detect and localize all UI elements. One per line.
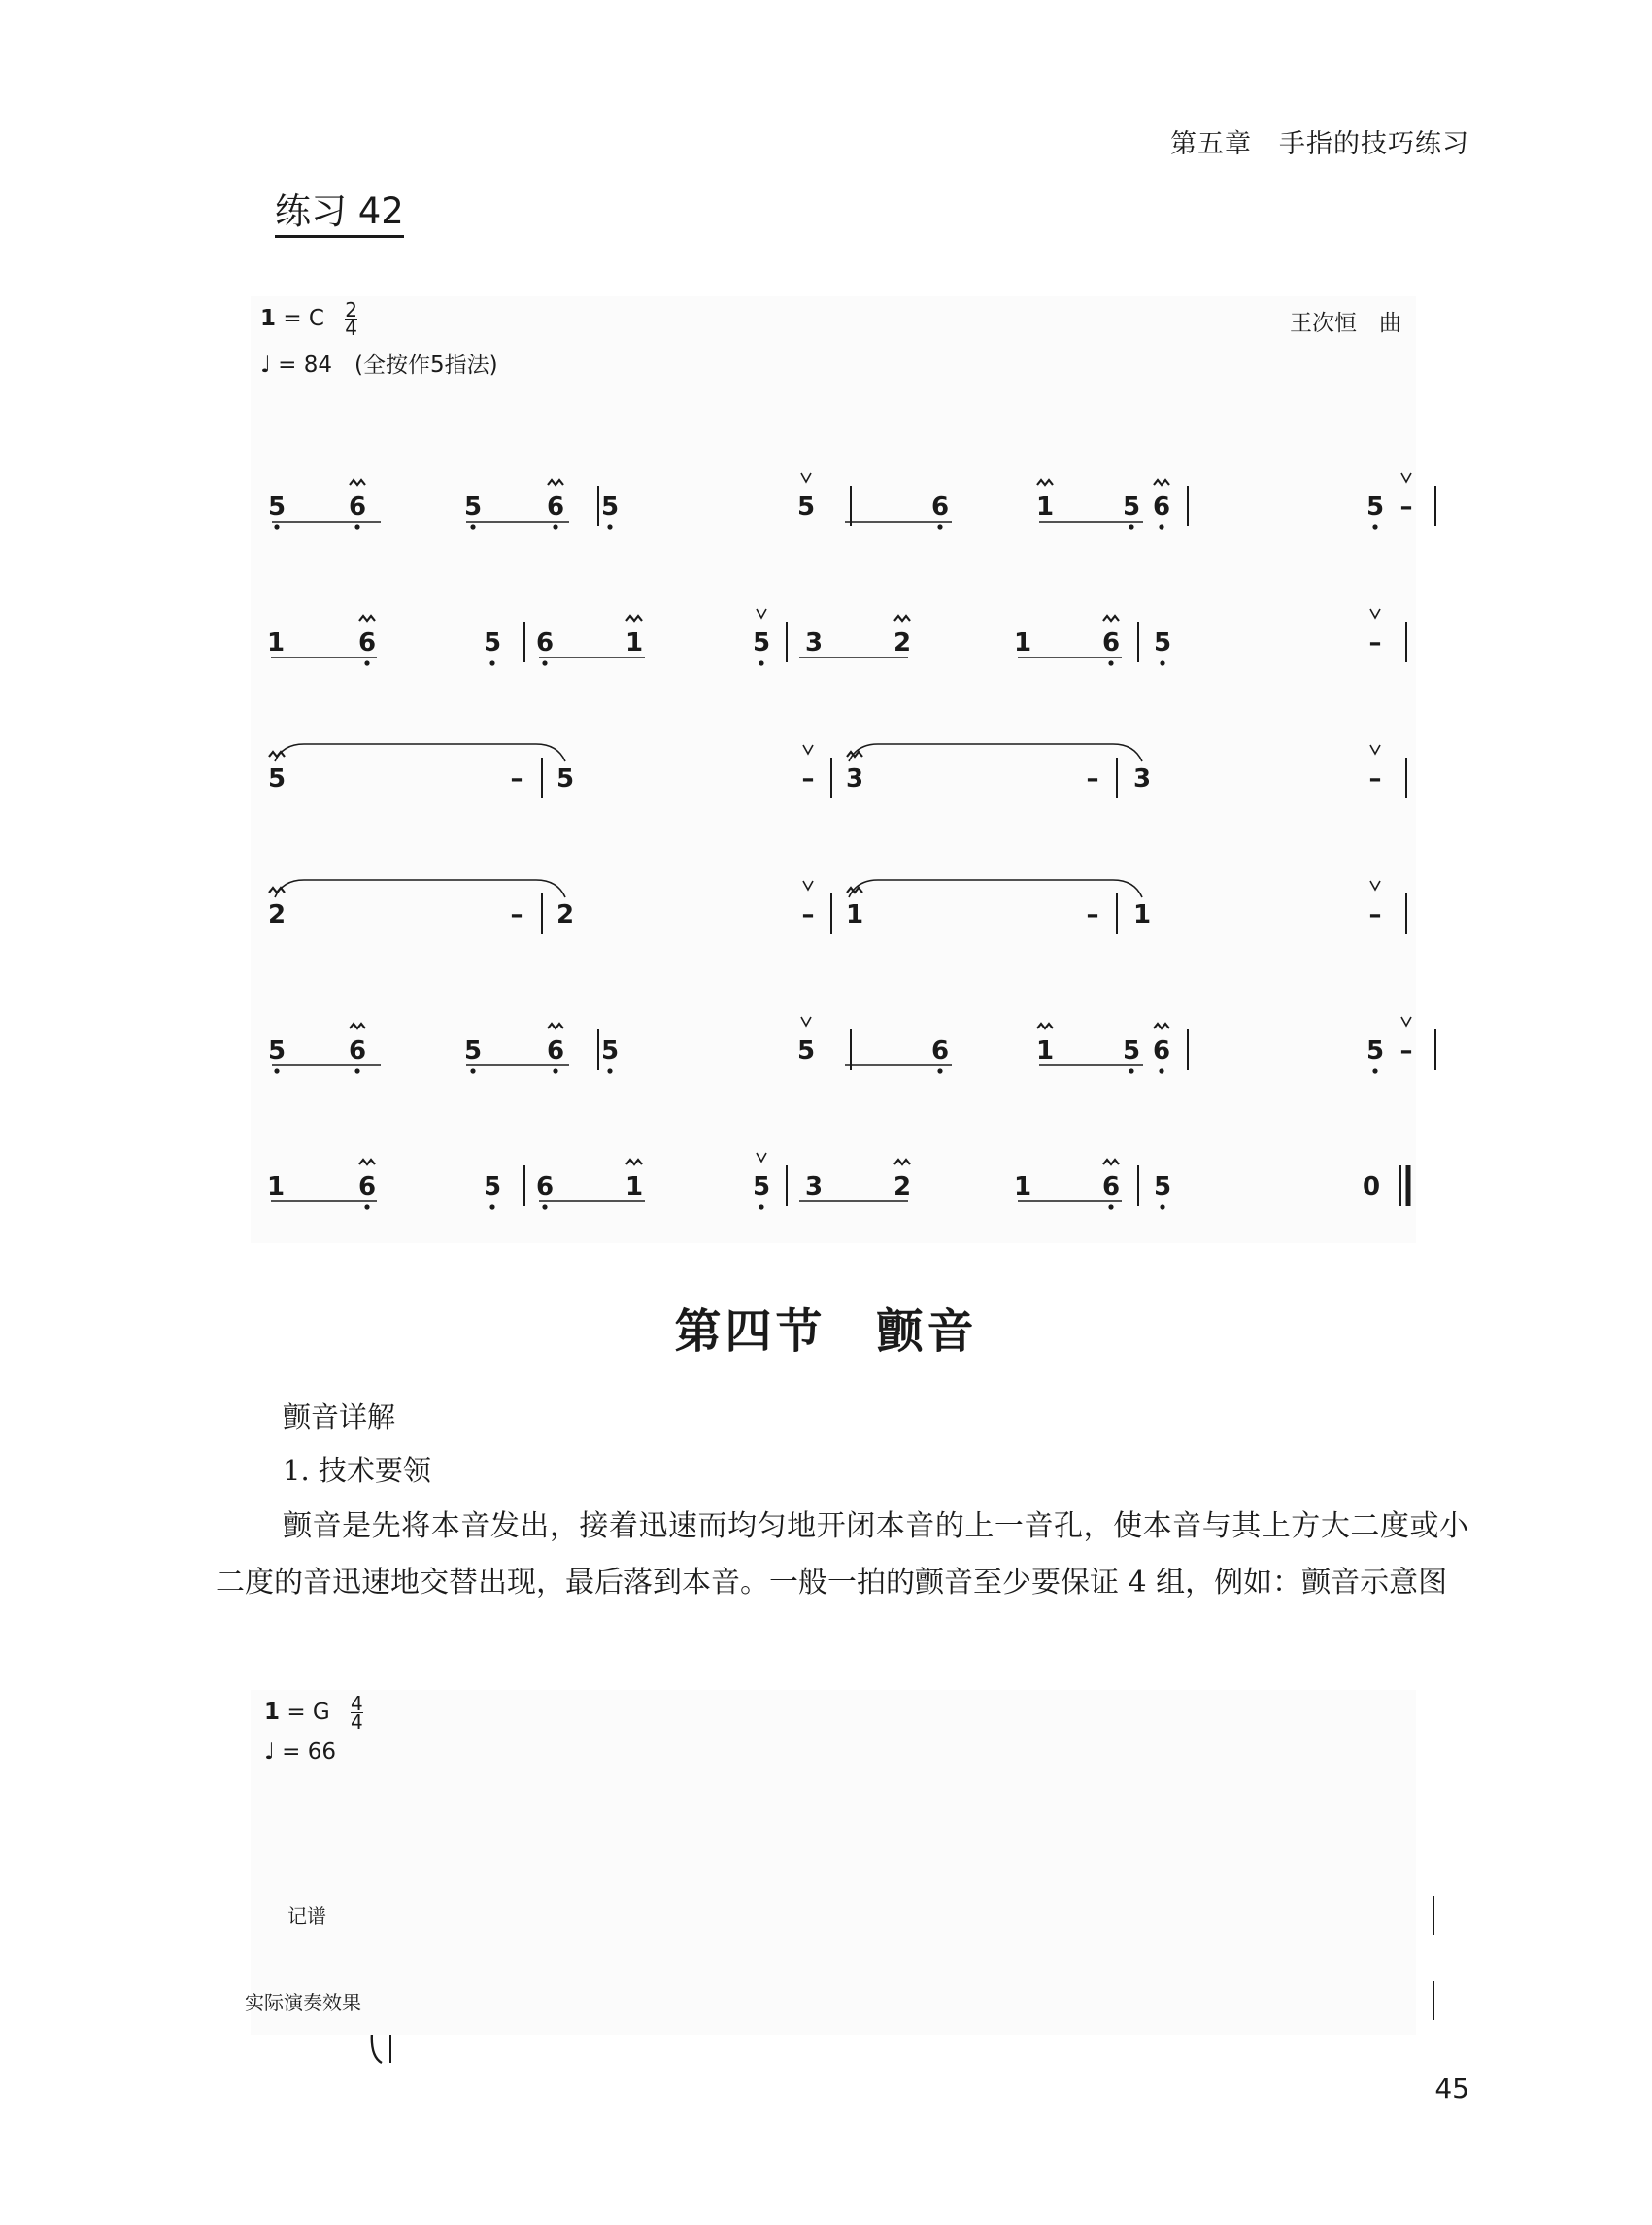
key-name: = C <box>283 306 324 331</box>
note-5: 5 <box>1122 1036 1141 1065</box>
note-1: 1 <box>1132 900 1152 929</box>
note-2: 2 <box>267 900 287 929</box>
note-1: 1 <box>1035 492 1055 522</box>
octave-dot <box>1129 524 1133 529</box>
note-6: 6 <box>1101 628 1121 657</box>
mordent-icon <box>548 480 563 485</box>
dash-extension: – <box>1086 900 1099 929</box>
note-5: 5 <box>267 1036 287 1065</box>
breath-mark-icon <box>757 1153 766 1162</box>
exercise-title: 练习 42 <box>275 190 404 238</box>
note-1: 1 <box>266 1172 286 1201</box>
breath-mark-icon <box>803 745 813 754</box>
note-1: 1 <box>624 628 644 657</box>
octave-dot <box>1108 1204 1113 1209</box>
note-1: 1 <box>1013 1172 1032 1201</box>
breath-mark-icon <box>801 473 811 482</box>
row-label-played: 实际演奏效果 <box>245 1991 361 2014</box>
note-5: 5 <box>1365 492 1385 522</box>
mordent-icon <box>548 1024 563 1028</box>
note-1: 1 <box>624 1172 644 1201</box>
example-time-bottom: 4 <box>351 1710 363 1734</box>
dash-extension: – <box>1399 1036 1413 1065</box>
note-3: 3 <box>804 1172 824 1201</box>
example-key-name: = G <box>287 1700 330 1725</box>
example-tempo <box>264 1739 336 1765</box>
note-3: 3 <box>804 628 824 657</box>
note-3: 3 <box>845 764 864 793</box>
octave-dot <box>607 1068 612 1073</box>
note-2: 2 <box>893 1172 912 1201</box>
page-number: 45 <box>1434 2073 1469 2105</box>
note-6: 6 <box>546 1036 565 1065</box>
note-1: 1 <box>845 900 864 929</box>
octave-dot <box>1372 524 1377 529</box>
octave-dot <box>354 1068 359 1073</box>
dash-extension: – <box>510 764 523 793</box>
octave-dot <box>1159 524 1163 529</box>
mordent-icon <box>269 752 285 757</box>
octave-dot <box>470 1068 475 1073</box>
octave-dot <box>489 660 494 665</box>
quarter-note-icon: ♩ <box>264 1739 275 1765</box>
breath-mark-icon <box>1370 745 1380 754</box>
note-1: 1 <box>266 628 286 657</box>
octave-dot <box>759 1204 763 1209</box>
example-time-signature <box>351 1692 363 1734</box>
octave-dot <box>1129 1068 1133 1073</box>
example-key-signature <box>264 1692 363 1734</box>
note-6: 6 <box>1101 1172 1121 1201</box>
dash-extension: – <box>801 900 815 929</box>
octave-dot <box>553 1068 557 1073</box>
note-6: 6 <box>546 492 565 522</box>
note-6: 6 <box>357 1172 377 1201</box>
octave-dot <box>607 524 612 529</box>
note-6: 6 <box>535 1172 555 1201</box>
dash-extension: – <box>1368 628 1382 657</box>
note-6: 6 <box>348 492 367 522</box>
note-5: 5 <box>1122 492 1141 522</box>
mordent-icon <box>1103 616 1119 621</box>
mordent-icon <box>350 480 365 485</box>
time-top: 2 <box>345 298 358 321</box>
example-area <box>251 1690 1416 2035</box>
octave-dot <box>1160 1204 1164 1209</box>
octave-dot <box>274 524 279 529</box>
note-6: 6 <box>535 628 555 657</box>
breath-mark-icon <box>757 609 766 618</box>
breath-mark-icon <box>1401 473 1411 482</box>
note-0: 0 <box>1362 1172 1381 1201</box>
note-3: 3 <box>1132 764 1152 793</box>
example-time-top: 4 <box>351 1692 363 1715</box>
slur-curve <box>849 880 1142 897</box>
key-degree: 1 <box>260 306 277 331</box>
octave-dot <box>489 1204 494 1209</box>
dash-extension: – <box>1368 764 1382 793</box>
note-5: 5 <box>267 764 287 793</box>
note-5: 5 <box>463 492 483 522</box>
note-5: 5 <box>752 628 771 657</box>
note-5: 5 <box>483 628 502 657</box>
composer: 王次恒 曲 <box>1290 311 1401 336</box>
breath-mark-icon <box>801 1017 811 1026</box>
mordent-icon <box>894 1160 910 1164</box>
mordent-icon <box>1154 1024 1169 1028</box>
quarter-note-icon: ♩ <box>260 353 271 378</box>
note-6: 6 <box>357 628 377 657</box>
note-5: 5 <box>463 1036 483 1065</box>
mordent-icon <box>350 1024 365 1028</box>
slur-curve <box>849 744 1142 761</box>
octave-dot <box>1108 660 1113 665</box>
note-6: 6 <box>1152 1036 1171 1065</box>
row-label-notated: 记谱 <box>287 1905 326 1928</box>
section-title: 第四节 颤音 <box>674 1304 978 1359</box>
dash-extension: – <box>1399 492 1413 522</box>
dash-extension: – <box>510 900 523 929</box>
mordent-icon <box>626 1160 642 1164</box>
octave-dot <box>759 660 763 665</box>
breath-mark-icon <box>1370 881 1380 890</box>
octave-dot <box>274 1068 279 1073</box>
octave-dot <box>1372 1068 1377 1073</box>
breath-mark-icon <box>1370 609 1380 618</box>
octave-dot <box>553 524 557 529</box>
breath-mark-icon <box>803 881 813 890</box>
note-1: 1 <box>1013 628 1032 657</box>
octave-dot <box>470 524 475 529</box>
tempo-text: = 84 (全按作5指法) <box>278 353 498 378</box>
example-key-degree: 1 <box>264 1700 281 1725</box>
dash-extension: – <box>1086 764 1099 793</box>
slur-curve <box>275 880 565 897</box>
subheading: 颤音详解 <box>283 1400 396 1433</box>
mordent-icon <box>1037 1024 1053 1028</box>
note-5: 5 <box>600 1036 620 1065</box>
octave-dot <box>542 660 547 665</box>
note-6: 6 <box>930 492 950 522</box>
octave-dot <box>364 660 369 665</box>
octave-dot <box>1159 1068 1163 1073</box>
octave-dot <box>354 524 359 529</box>
note-6: 6 <box>348 1036 367 1065</box>
mordent-icon <box>359 1160 375 1164</box>
note-5: 5 <box>752 1172 771 1201</box>
note-1: 1 <box>1035 1036 1055 1065</box>
dash-extension: – <box>1368 900 1382 929</box>
note-5: 5 <box>556 764 575 793</box>
mordent-icon <box>1037 480 1053 485</box>
mordent-icon <box>1154 480 1169 485</box>
note-5: 5 <box>1365 1036 1385 1065</box>
mordent-icon <box>626 616 642 621</box>
octave-dot <box>1160 660 1164 665</box>
note-5: 5 <box>483 1172 502 1201</box>
note-2: 2 <box>893 628 912 657</box>
chapter-header: 第五章 手指的技巧练习 <box>1170 129 1469 159</box>
octave-dot <box>542 1204 547 1209</box>
mordent-icon <box>359 616 375 621</box>
note-5: 5 <box>1153 1172 1172 1201</box>
octave-dot <box>364 1204 369 1209</box>
note-5: 5 <box>796 1036 816 1065</box>
mordent-icon <box>894 616 910 621</box>
time-bottom: 4 <box>345 317 358 340</box>
tech-heading: 1. 技术要领 <box>283 1454 431 1487</box>
body-paragraph: 颤音是先将本音发出，接着迅速而均匀地开闭本音的上一音孔，使本音与其上方大二度或小二度的音迅速地交替出现，最后落到本音。一般一拍的颤音至少要保证 4 组，例如：颤音示意图 <box>216 1509 1468 1600</box>
note-5: 5 <box>1153 628 1172 657</box>
example-tempo-text: = 66 <box>282 1739 337 1765</box>
slur-curve <box>275 744 565 761</box>
mordent-icon <box>269 888 285 893</box>
dash-extension: – <box>801 764 815 793</box>
note-5: 5 <box>600 492 620 522</box>
note-6: 6 <box>1152 492 1171 522</box>
note-2: 2 <box>556 900 575 929</box>
note-6: 6 <box>930 1036 950 1065</box>
mordent-icon <box>1103 1160 1119 1164</box>
note-5: 5 <box>796 492 816 522</box>
octave-dot <box>937 1068 942 1073</box>
octave-dot <box>937 524 942 529</box>
breath-mark-icon <box>1401 1017 1411 1026</box>
note-5: 5 <box>267 492 287 522</box>
